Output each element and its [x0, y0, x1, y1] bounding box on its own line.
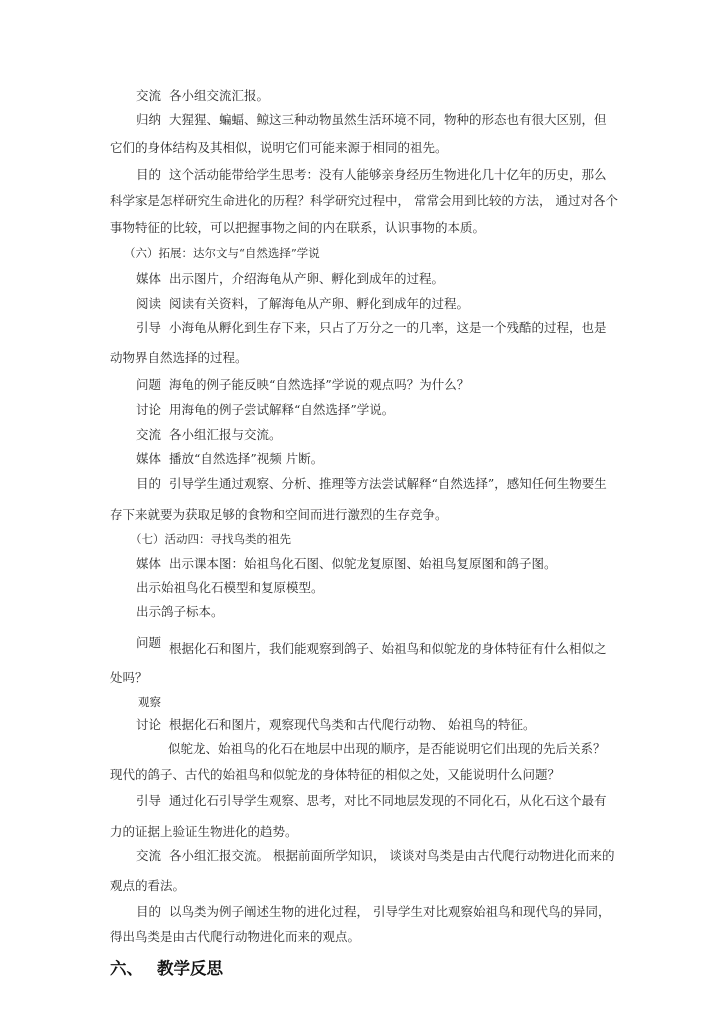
- text-line: [110, 824, 298, 840]
- line-tag: 问题: [136, 377, 162, 392]
- section-title: [124, 245, 320, 261]
- line-text: 科学家是怎样研究生命进化的历程？科学研究过程中， 常常会用到比较的方法， 通过对各个: [110, 193, 618, 208]
- text-line: [110, 767, 560, 783]
- line-tag: 目的: [136, 904, 162, 919]
- text-line: [136, 476, 607, 492]
- line-text: 以鸟类为例子阐述生物的进化过程， 引导学生对比观察始祖鸟和现代鸟的异同，: [169, 904, 611, 919]
- text-line: [110, 350, 248, 366]
- text-line: [110, 220, 485, 236]
- section-title: [130, 531, 291, 547]
- line-text: 引导学生通过观察、分析、推理等方法尝试解释“自然选择”，感知任何生物要生: [169, 476, 607, 491]
- text-line: [110, 507, 448, 523]
- line-text: 各小组交流汇报。: [169, 88, 270, 103]
- line-tag: 讨论: [136, 402, 162, 417]
- line-tag: 媒体: [136, 451, 162, 466]
- text-line: [136, 451, 323, 467]
- text-line: [110, 929, 360, 945]
- line-text: 似鸵龙、始祖鸟的化石在地层中出现的顺序，是否能说明它们出现的先后关系？: [168, 741, 606, 756]
- line-text: 播放“自然选择”视频 片断。: [169, 451, 324, 466]
- line-text: 出示课本图：始祖鸟化石图、似鸵龙复原图、始祖鸟复原图和鸽子图。: [169, 556, 557, 571]
- heading-text: 教学反思: [157, 959, 223, 978]
- text-line: [136, 320, 607, 336]
- text-line: [136, 402, 394, 418]
- line-text: 阅读有关资料，了解海龟从产卵、孵化到成年的过程。: [169, 296, 470, 311]
- text-line: [110, 140, 448, 156]
- text-line: [136, 904, 611, 920]
- line-text: 各小组汇报交流。 根据前面所学知识， 谈谈对鸟类是由古代爬行动物进化而来的: [169, 848, 615, 863]
- line-text: （六）拓展：达尔文与“自然选择”学说: [124, 246, 320, 260]
- line-text: 力的证据上验证生物进化的趋势。: [110, 824, 298, 839]
- line-text: 出示鸽子标本。: [136, 604, 224, 619]
- text-line: [136, 848, 614, 864]
- line-text: 根据化石和图片，观察现代鸟类和古代爬行动物、 始祖鸟的特征。: [169, 717, 536, 732]
- text-line: [136, 167, 607, 183]
- line-tag: 阅读: [136, 296, 162, 311]
- line-tag: 媒体: [136, 556, 162, 571]
- text-line: [136, 271, 444, 287]
- line-tag: 交流: [136, 848, 162, 863]
- text-line: [110, 878, 185, 894]
- line-text: 存下来就要为获取足够的食物和空间而进行激烈的生存竞争。: [110, 507, 448, 522]
- line-tag: 交流: [136, 88, 162, 103]
- line-text: 各小组汇报与交流。: [169, 427, 282, 442]
- line-tag: 引导: [136, 793, 162, 808]
- text-line: [110, 670, 148, 686]
- line-tag: 交流: [136, 427, 162, 442]
- text-line: [136, 88, 269, 104]
- text-line: [136, 296, 469, 312]
- line-tag: 引导: [136, 320, 162, 335]
- text-line: [110, 193, 618, 209]
- line-text: （七）活动四：寻找鸟类的祖先: [130, 532, 291, 546]
- line-text: 它们的身体结构及其相似，说明它们可能来源于相同的祖先。: [110, 140, 448, 155]
- line-text: 现代的鸽子、古代的始祖鸟和似鸵龙的身体特征的相似之处，又能说明什么问题？: [110, 767, 561, 782]
- line-text: 处吗？: [110, 670, 148, 685]
- heading-number: 六、: [110, 959, 143, 978]
- text-line: [136, 604, 224, 620]
- text-line: [136, 635, 607, 657]
- line-text: 出示图片，介绍海龟从产卵、孵化到成年的过程。: [169, 271, 445, 286]
- line-text: 根据化石和图片，我们能观察到鸽子、始祖鸟和似鸵龙的身体特征有什么相似之: [169, 641, 607, 656]
- text-line: [136, 112, 607, 128]
- line-text: 观察: [138, 695, 161, 709]
- line-tag: 媒体: [136, 271, 162, 286]
- line-text: 海龟的例子能反映“自然选择”学说的观点吗？为什么？: [169, 377, 470, 392]
- line-tag: 目的: [136, 167, 162, 182]
- text-line: [168, 741, 606, 757]
- text-line: [136, 427, 282, 443]
- text-line: [136, 793, 607, 809]
- line-tag: 问题: [136, 635, 162, 650]
- text-line: [136, 556, 557, 572]
- line-text: 用海龟的例子尝试解释“自然选择”学说。: [169, 402, 395, 417]
- line-text: 得出鸟类是由古代爬行动物进化而来的观点。: [110, 929, 361, 944]
- line-tag: 归纳: [136, 112, 162, 127]
- text-line: [136, 717, 536, 733]
- line-tag: 目的: [136, 476, 162, 491]
- line-text: 事物特征的比较，可以把握事物之间的内在联系，认识事物的本质。: [110, 220, 486, 235]
- text-line: [138, 694, 161, 710]
- line-text: 动物界自然选择的过程。: [110, 350, 248, 365]
- line-text: 出示始祖鸟化石模型和复原模型。: [136, 580, 324, 595]
- line-tag: 讨论: [136, 717, 162, 732]
- text-line: [136, 580, 324, 596]
- line-text: 观点的看法。: [110, 878, 186, 893]
- line-text: 这个活动能带给学生思考：没有人能够亲身经历生物进化几十亿年的历史，那么: [169, 167, 607, 182]
- line-text: 大猩猩、蝙蝠、鲸这三种动物虽然生活环境不同，物种的形态也有很大区别，但: [169, 112, 607, 127]
- line-text: 通过化石引导学生观察、思考，对比不同地层发现的不同化石，从化石这个最有: [169, 793, 607, 808]
- text-line: [136, 377, 469, 393]
- section-heading: [110, 959, 223, 979]
- line-text: 小海龟从孵化到生存下来，只占了万分之一的几率，这是一个残酷的过程，也是: [169, 320, 607, 335]
